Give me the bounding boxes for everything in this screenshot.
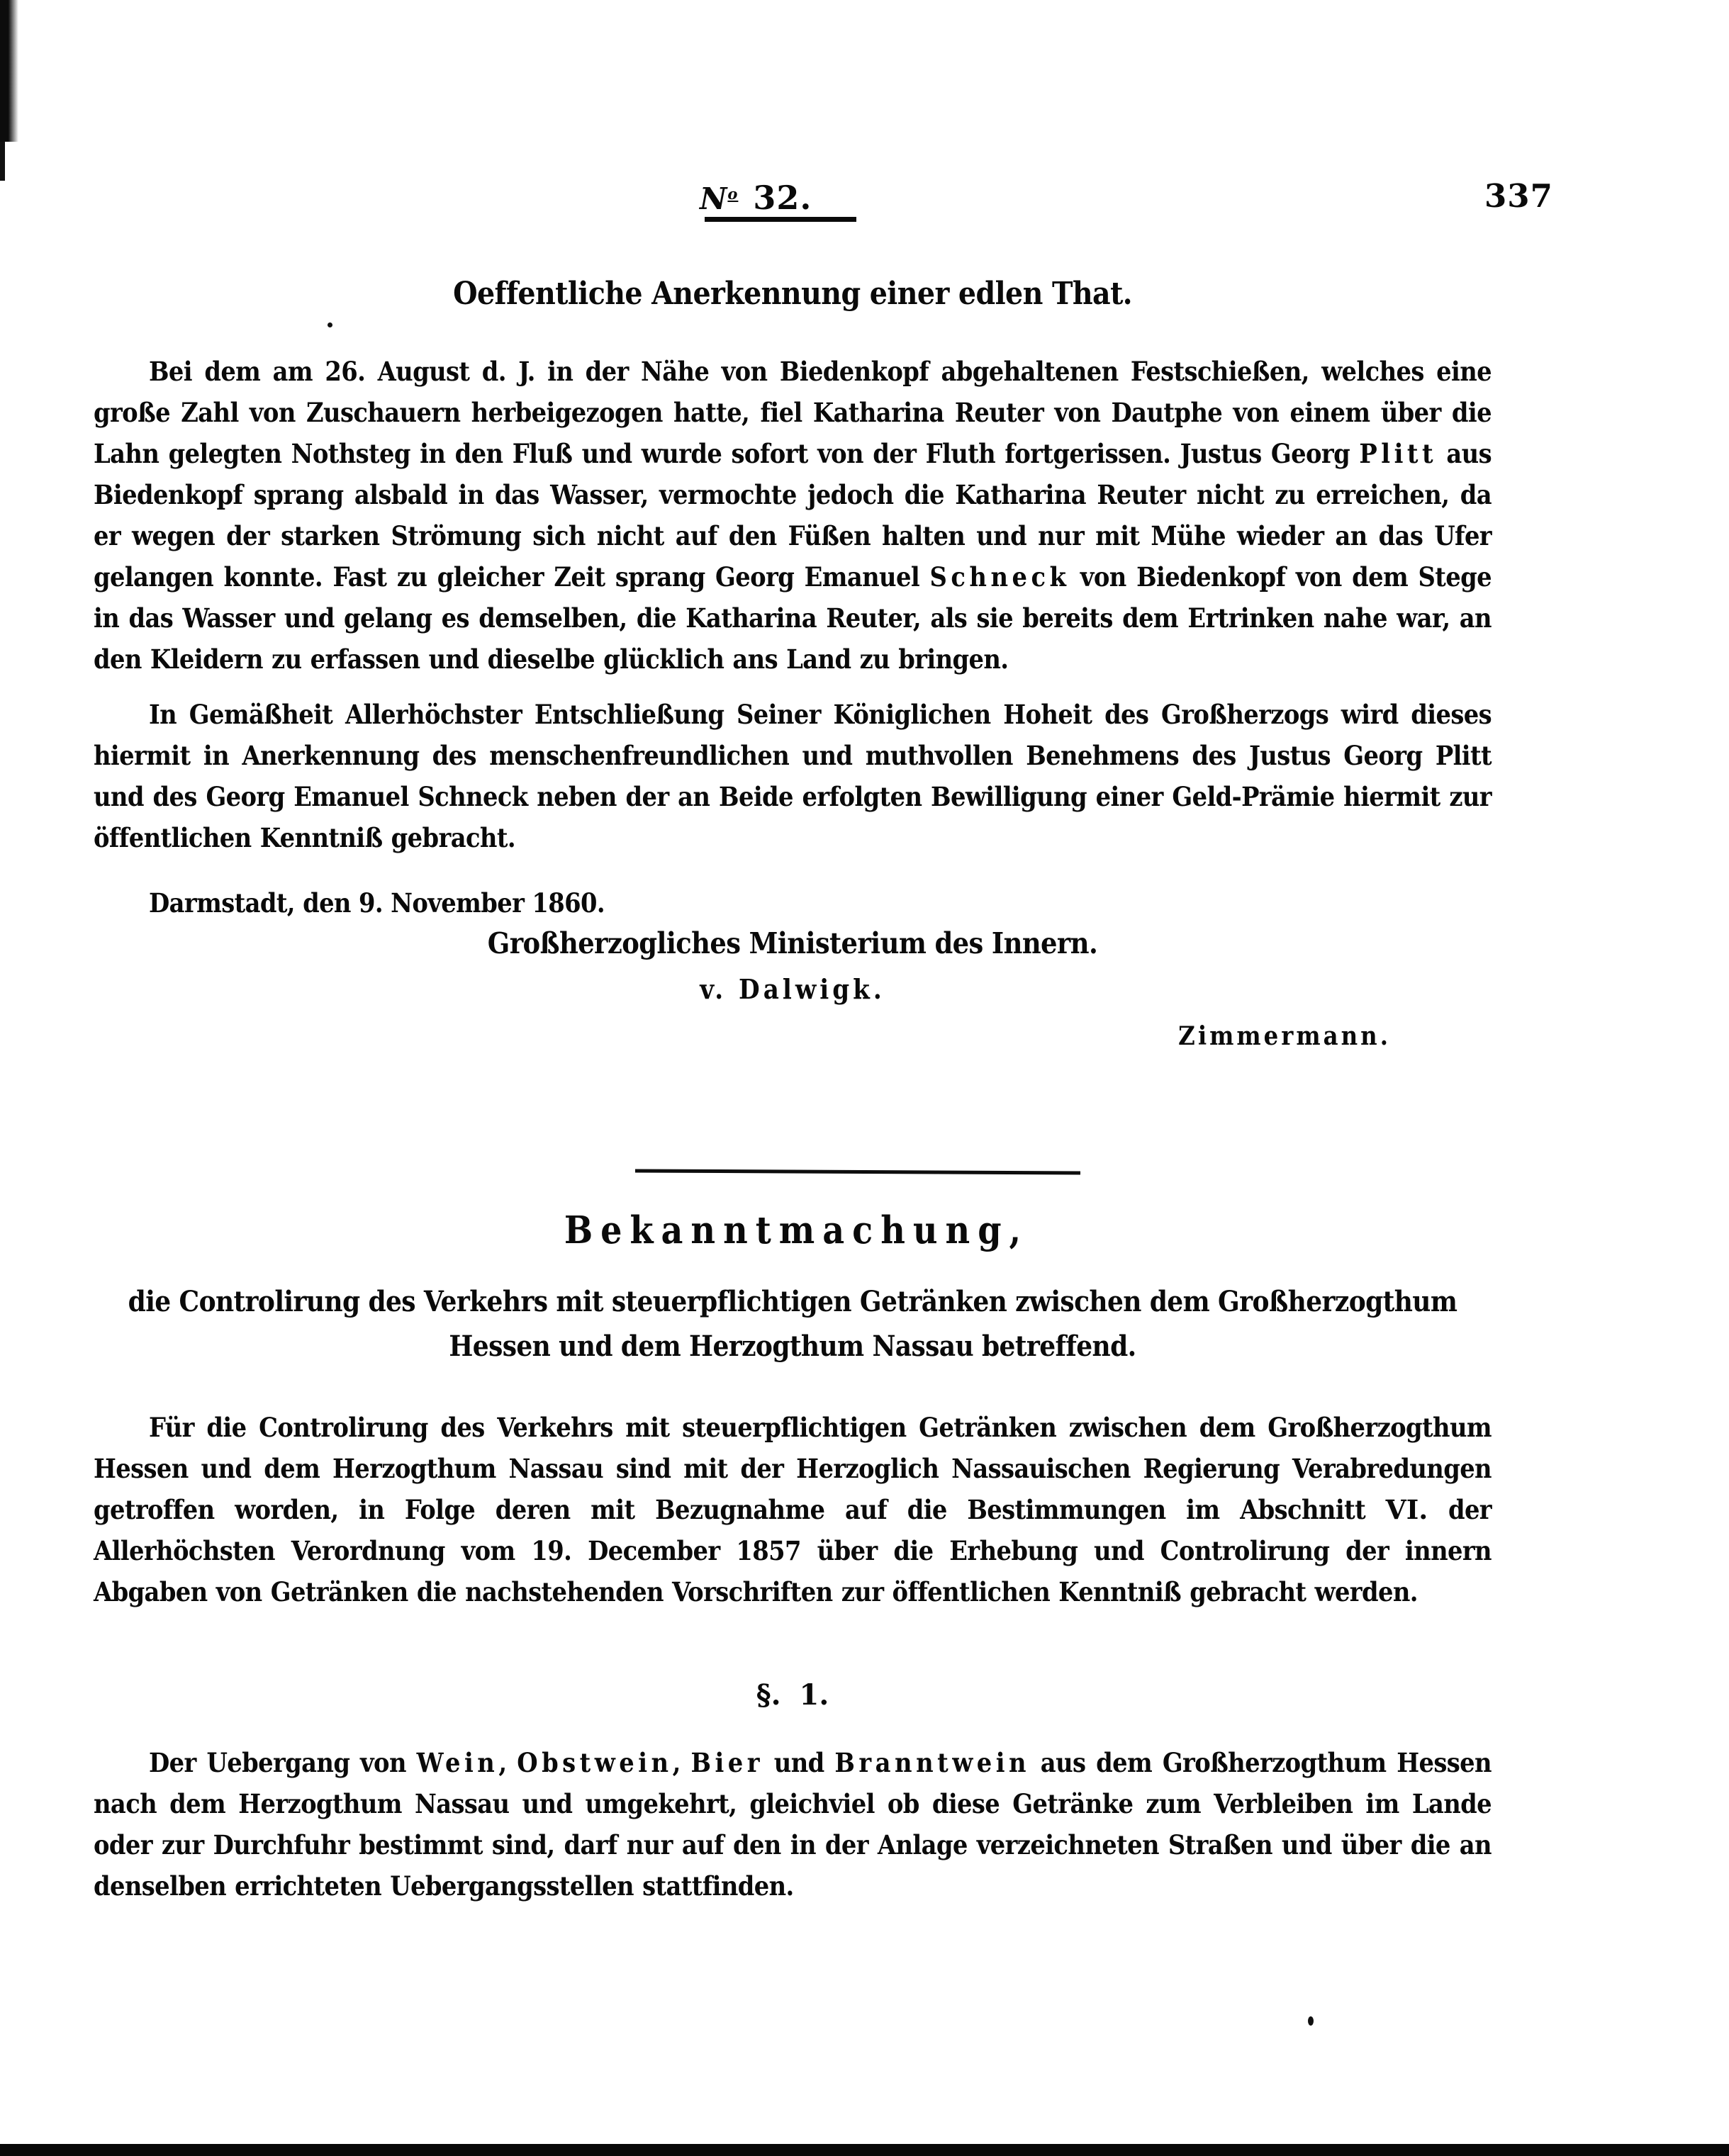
scan-binding-shadow	[0, 0, 18, 142]
p1-part-b: aus Biedenkopf sprang alsbald in das Wasser, vermochte jedoch die Katharina Reuter nicht zu erreichen, da er wegen der starken Strömung sich nicht auf den Füßen halten und nur mit Mühe wieder an das Ufer gelangen konnte. Fast zu gleicher Zeit sprang Georg Emanuel	[94, 438, 1492, 593]
section-number: 1.	[799, 1678, 829, 1712]
page-number: 337	[1484, 177, 1553, 215]
notice-1-title: Oeffentliche Anerkennung einer edlen That.	[453, 276, 1132, 312]
p3-part-b: ,	[498, 1747, 517, 1778]
notice-2-body	[94, 1407, 1492, 1612]
scan-edge-artifact	[0, 142, 5, 181]
p3-part-a: Der Uebergang von	[149, 1747, 417, 1778]
section-symbol: §.	[756, 1678, 781, 1712]
notice-2-subtitle	[94, 1279, 1492, 1369]
notice-2-paragraph-2	[94, 1742, 1492, 1907]
issue-number	[700, 179, 812, 217]
issue-number-label: $N^o$	[700, 181, 739, 216]
p1-emphasis-plitt: Plitt	[1359, 438, 1438, 469]
p1-part-a: Bei dem am 26. August d. J. in der Nähe von Biedenkopf abgehaltenen Festschießen, welches eine große Zahl von Zuschauern herbeigezogen hatte, fiel Katharina Reuter von Dautphe von einem über die Lahn gelegten Nothsteg in den Fluß und wurde sofort von der Fluth fortgerissen. Justus Georg	[94, 356, 1492, 469]
notice-1-signature-ministry: Großherzogliches Ministerium des Innern.	[487, 926, 1098, 960]
scan-bottom-edge	[0, 2144, 1729, 2156]
scan-speck	[1308, 2016, 1314, 2026]
notice-1-signature-secretary: Zimmermann.	[1178, 1021, 1391, 1051]
notice-1-dateline: Darmstadt, den 9. November 1860.	[149, 887, 605, 919]
issue-number-rule	[705, 217, 856, 222]
p3-emphasis-branntwein: Branntwein	[834, 1747, 1031, 1778]
notice-1-signature-minister: v. Dalwigk.	[700, 973, 885, 1005]
p2-roman-numeral: VI.	[1385, 1494, 1428, 1525]
notice-1-paragraph-2: In Gemäßheit Allerhöchster Entschließung Seiner Königlichen Hoheit des Großherzogs wird dieses hiermit in Anerkennung des menschenfreundlichen und muthvollen Benehmens des Justus Georg Plitt und des Georg Emanuel Schneck neben der an Beide erfolgten Bewilligung einer Geld-Prämie hiermit zur öffentlichen Kenntniß gebracht.	[94, 699, 1492, 853]
p3-emphasis-wein: Wein	[416, 1747, 499, 1778]
notice-2-paragraph-1	[94, 1407, 1492, 1612]
p1-emphasis-schneck: Schneck	[929, 561, 1070, 593]
notice-2-title: Bekanntmachung,	[564, 1208, 1029, 1252]
p2-part-a: Für die Controlirung des Verkehrs mit steuerpflichtigen Getränken zwischen dem Großherzogthum Hessen und dem Herzogthum Nassau sind mit der Herzoglich Nassauischen Regierung Verabredungen getroffen worden, in Folge deren mit Bezugnahme auf die Bestimmungen im Abschnitt	[94, 1412, 1492, 1525]
notice-2-section-1-body	[94, 1742, 1492, 1907]
notice-1-body	[94, 351, 1492, 858]
scan-speck	[328, 322, 332, 327]
p3-emphasis-obstwein: Obstwein	[517, 1747, 673, 1778]
notice-2-subtitle-line-2: Hessen und dem Herzogthum Nassau betreffend.	[449, 1330, 1136, 1363]
p3-part-e: aus dem Großherzogthum Hessen nach dem Herzogthum Nassau und umgekehrt, gleichviel ob diese Getränke zum Verbleiben im Lande oder zur Durchfuhr bestimmt sind, darf nur auf den in der Anlage verzeichneten Straßen und über die an denselben errichteten Uebergangsstellen stattfinden.	[94, 1747, 1492, 1902]
section-divider-rule	[635, 1169, 1080, 1174]
notice-1-paragraph-1	[94, 351, 1492, 680]
p3-part-c: ,	[672, 1747, 691, 1778]
issue-number-value: 32.	[753, 179, 812, 217]
p3-part-d: und	[763, 1747, 835, 1778]
p2-part-b: der Allerhöchsten Verordnung vom 19. December 1857 über die Erhebung und Controlirung der innern Abgaben von Getränken die nachstehenden Vorschriften zur öffentlichen Kenntniß gebracht werden.	[94, 1494, 1492, 1607]
p1-part-c: von Biedenkopf von dem Stege in das Wasser und gelang es demselben, die Katharina Reuter, als sie bereits dem Ertrinken nahe war, an den Kleidern zu erfassen und dieselbe glücklich ans Land zu bringen.	[94, 561, 1492, 675]
p3-emphasis-bier: Bier	[690, 1747, 764, 1778]
section-heading-paragraph-1	[94, 1678, 1492, 1712]
notice-2-subtitle-line-1: die Controlirung des Verkehrs mit steuerpflichtigen Getränken zwischen dem Großherzogthum	[128, 1285, 1457, 1318]
